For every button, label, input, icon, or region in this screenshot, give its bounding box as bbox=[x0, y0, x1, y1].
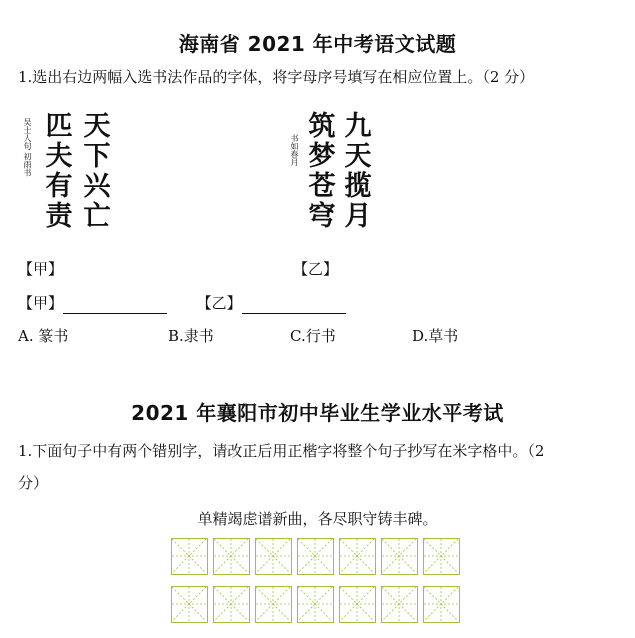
option-a: A. 篆书 bbox=[18, 327, 69, 345]
exam-title-hainan: 海南省 2021 年中考语文试题 bbox=[178, 32, 457, 56]
sentence-to-copy: 单精竭虑谱新曲，各尽职守铸丰碑。 bbox=[197, 510, 438, 528]
calligraphy-char: 梦 bbox=[308, 141, 336, 172]
calligraphy-char: 月 bbox=[344, 201, 372, 232]
calligraphy-char: 有 bbox=[45, 171, 73, 202]
mizige-cell[interactable] bbox=[423, 586, 460, 623]
answer-blank-jia[interactable] bbox=[63, 295, 167, 314]
mizige-cell[interactable] bbox=[297, 586, 334, 623]
option-b: B.隶书 bbox=[168, 327, 214, 345]
question-1-text: 1.选出右边两幅入选书法作品的字体，将字母序号填写在相应位置上。（2 分） bbox=[18, 68, 535, 86]
mizige-cell[interactable] bbox=[213, 538, 250, 575]
calligraphy-char: 天 bbox=[83, 111, 111, 142]
mizige-cell[interactable] bbox=[381, 538, 418, 575]
mizige-cell[interactable] bbox=[255, 538, 292, 575]
calligraphy-char: 夫 bbox=[45, 141, 73, 172]
artwork-label-jia: 【甲】 bbox=[18, 260, 64, 278]
calligraphy-char: 下 bbox=[83, 141, 111, 172]
option-d: D.草书 bbox=[412, 327, 459, 345]
mizige-cell[interactable] bbox=[423, 538, 460, 575]
mizige-cell[interactable] bbox=[171, 586, 208, 623]
mizige-cell[interactable] bbox=[381, 586, 418, 623]
calligraphy-char: 苍 bbox=[308, 171, 336, 202]
answer-row bbox=[18, 292, 346, 314]
mizige-cell[interactable] bbox=[339, 538, 376, 575]
calligraphy-char: 筑 bbox=[308, 111, 336, 142]
calligraphy-inscription: 书如春月 bbox=[290, 134, 299, 166]
mizige-cell[interactable] bbox=[171, 538, 208, 575]
calligraphy-char: 穹 bbox=[308, 201, 336, 232]
question-2-line2: 分） bbox=[18, 474, 49, 492]
calligraphy-char: 匹 bbox=[45, 111, 73, 142]
option-c: C.行书 bbox=[290, 327, 336, 345]
calligraphy-artwork-yi bbox=[285, 112, 380, 242]
answer-label-jia: 【甲】 bbox=[18, 294, 64, 312]
mizige-cell[interactable] bbox=[339, 586, 376, 623]
artwork-label-yi: 【乙】 bbox=[293, 260, 339, 278]
mizige-grid-row-1 bbox=[171, 538, 465, 575]
calligraphy-char: 九 bbox=[344, 111, 372, 142]
answer-label-yi: 【乙】 bbox=[196, 294, 242, 312]
question-2-line1: 1.下面句子中有两个错别字，请改正后用正楷字将整个句子抄写在米字格中。（2 bbox=[18, 442, 545, 460]
exam-title-xiangyang: 2021 年襄阳市初中毕业生学业水平考试 bbox=[131, 401, 504, 425]
mizige-cell[interactable] bbox=[213, 586, 250, 623]
calligraphy-char: 天 bbox=[344, 141, 372, 172]
calligraphy-char: 责 bbox=[45, 201, 73, 232]
calligraphy-char: 亡 bbox=[83, 201, 111, 232]
mizige-cell[interactable] bbox=[297, 538, 334, 575]
calligraphy-char: 揽 bbox=[344, 171, 372, 202]
calligraphy-inscription: 吴士人句 初雨书 bbox=[23, 118, 32, 177]
calligraphy-artwork-jia bbox=[20, 112, 130, 237]
calligraphy-char: 兴 bbox=[83, 171, 111, 202]
mizige-grid-row-2 bbox=[171, 586, 465, 623]
mizige-cell[interactable] bbox=[255, 586, 292, 623]
answer-blank-yi[interactable] bbox=[242, 295, 346, 314]
